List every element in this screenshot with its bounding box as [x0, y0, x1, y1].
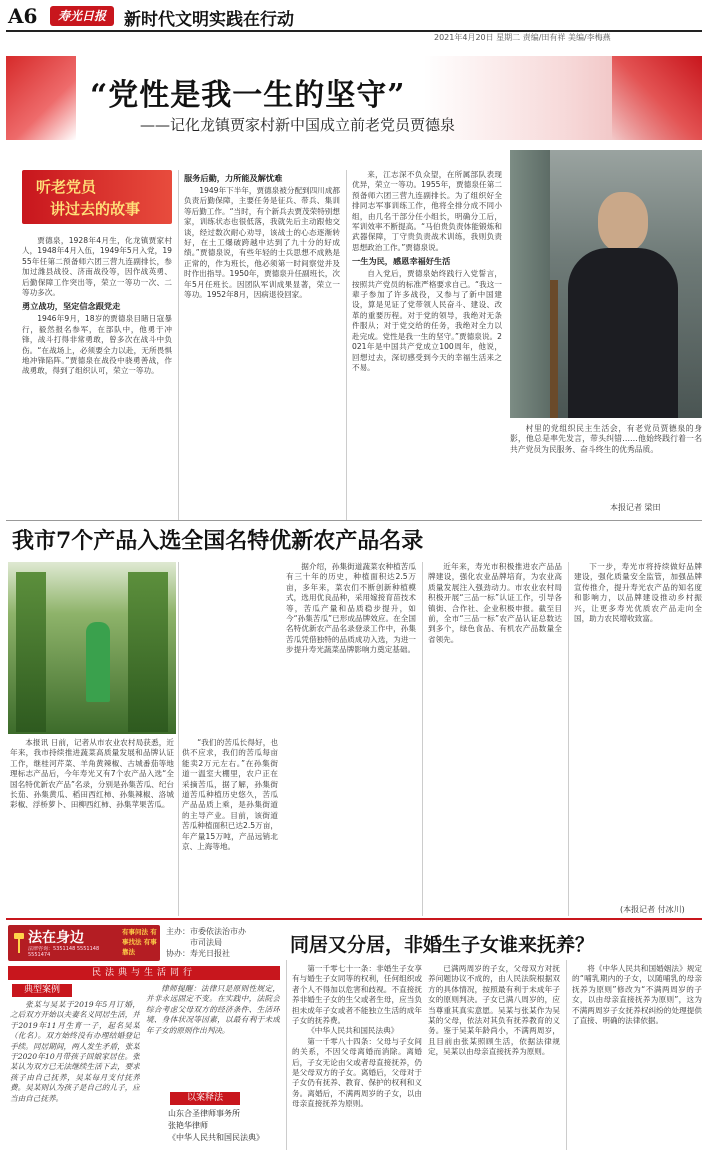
greenhouse-photo: [8, 562, 176, 734]
story2-author: (本报记者 付冰川): [620, 905, 685, 914]
story1-author: 本报记者 梁田: [610, 503, 661, 512]
story2-title: 我市7个产品入选全国名特优新农产品名录: [12, 528, 424, 554]
story1-col2-heading: 服务后勤，力所能及解忧难: [184, 173, 283, 183]
law-col1-ref: 《中华人民共和国民法典》: [307, 1026, 399, 1036]
story1-column-3: [352, 170, 502, 520]
header-divider: [6, 30, 702, 32]
law-title: 同居又分居，非婚生子女谁来抚养？: [290, 934, 595, 956]
story1-subtitle: ——记化龙镇贾家村新中国成立前老党员贾德泉: [140, 116, 456, 134]
caption-text: 村里的党组织民主生活会，有老党员贾德泉的身影，他总是率先发言，带头纠错……他始终践行着一名共产党员为民服务、奋斗终生的优秀品质。: [510, 424, 702, 454]
story1-title: “党性是我一生的坚守”: [90, 78, 406, 113]
case-tag: 典型案例: [12, 984, 72, 997]
law-col2-text: 已满两周岁的子女，父母双方对抚养问题协议不成的，由人民法院根据双方的具体情况，按照最有利于未成年子女的原则判决。子女已满八周岁的，应当尊重其真实意愿。吴某与张某作为吴某的父母，依法对其负有抚养教育的义务。鉴于吴某年龄尚小，不满两周岁，且目前由张某照顾生活，依据法律规定，吴某以由母亲直接抚养为原则。: [428, 964, 560, 1057]
law-column-3: [572, 964, 702, 1150]
photo-farmer: [86, 622, 110, 702]
section-title: 新时代文明实践在行动: [124, 10, 294, 30]
divider: [566, 960, 567, 1150]
case-text: 张某与吴某于2019年5月订婚，之后双方开始以夫妻名义同居生活，并于2019年11月生育一子，起名吴某（化名）。双方始终没有办理结婚登记手续。同居期间，两人发生矛盾，张某于2020年10月带孩子回娘家居住。张某认为双方已无法继续生活下去，要求孩子由自己抚养，吴某每月支付抚养费。吴某则认为孩子是自己的儿子，应当由自己抚养。: [10, 1000, 140, 1103]
law-banner: 民法典与生活同行: [8, 966, 280, 980]
law-analysis: [146, 984, 280, 1080]
photo-vine-left: [16, 572, 46, 732]
photo-head: [598, 192, 648, 252]
analysis-tag: 以案释法: [170, 1092, 240, 1105]
page-number: A6: [8, 4, 38, 28]
story1-col3-heading: 一生为民，感恩幸福好生活: [352, 256, 451, 267]
story1-column-2: [184, 170, 340, 520]
analysis-text: 律师提醒：法律只是原则性规定，并非永远固定不变。在实践中，法院会综合考虑父母双方的经济条件、生活环境、身体状况等因素，以最有利于未成年子女的原则作出判决。: [146, 984, 280, 1035]
divider: [422, 562, 423, 916]
photo-body: [568, 248, 678, 418]
story2-column-4: [428, 562, 562, 916]
law-hotline: 法律咨询：5351148 5551148 5551474: [28, 946, 100, 958]
divider: [178, 170, 179, 520]
divider: [568, 562, 569, 916]
photo-caption: [510, 424, 702, 500]
photo-vine-right: [128, 572, 168, 732]
story2-column-2: [182, 738, 278, 916]
story1-col1-text: 贾德泉，1928年4月生，化龙镇贾家村人，1948年4月入伍，1949年5月入党，1955年任第二预备师六团三营九连副排长，参加过潍县战役、济南战役等，因作战英勇、后勤保障工作突出等，荣立一等功一次、二等功多次。: [22, 236, 172, 298]
divider: [346, 170, 347, 520]
story1-col1-body: 1946年9月，18岁的贾德泉目睹日寇暴行，毅然报名参军，在部队中，他勇于冲锋，战斗打得非常勇敢，曾多次在战斗中负伤。“在战场上，必须要全力以赴，无所畏惧地冲锋陷阵。”贾德泉在战役中骁勇善战，作战勇敢，得到了组织认可，荣立一等功。: [22, 314, 172, 376]
law-case-text: [10, 1000, 140, 1148]
law-col1-body: 第一千零八十四条：父母与子女间的关系，不因父母离婚而消除。离婚后，子女无论由父或者母直接抚养，仍是父母双方的子女。离婚后，父母对于子女仍有抚养、教育、保护的权利和义务。离婚后，不满两周岁的子女，以由母亲直接抚养为原则。: [292, 1036, 422, 1109]
story2-col5-text: 下一步，寿光市将持续做好品牌建设，强化质量安全监管，加强品牌宣传推介，提升寿光农产品的知名度和影响力，以品牌建设推动乡村振兴，让更多寿光优质农产品走向全国，助力农民增收致富。: [574, 562, 702, 624]
photo-cane: [550, 280, 558, 418]
story2-col1-text: 本报讯 日前，记者从市农业农村局获悉，近年来，我市持续推进蔬菜高质量发展和品牌认证工作，继桂河芹菜、羊角黄辣椒、古城番茄等地理标志产品后，今年寿光又有7个农产品入选“全国名特优新农产品”名录，分别是孙集苦瓜、纪台长茄、孙集黄瓜、稻田西红柿、孙集辣椒、洛城彩椒、浮桥萝卜、田柳西红柿、孙集苹果苦瓜。: [10, 738, 174, 810]
page-header: [0, 0, 708, 42]
story2-column-1: [10, 738, 174, 916]
story1-col2-body: 1949年下半年，贾德泉被分配到四川成都负责后勤保障，主要任务是征兵、带兵、集训等后勤工作。“当时，有个新兵去贾茂荣特别想家，训练状态也很低落，我就先后主动跟他交谈，经过数次耐心劝导，该战士的心态逐渐转好，在土工爆破跨越中达到了九十分的好成绩。”贾德泉说，有些年轻的士兵思想不成熟是正常的，作为班长，他必须第一时间察觉并及时作出指导。1950年，贾德泉升任副班长，次年5月任班长。因团队军训成果显著，荣立一等功。1952年8月，因病退役回家。: [184, 186, 340, 300]
host-line-2: 市司法局: [190, 938, 222, 947]
badge-line-2: 讲过去的故事: [50, 200, 141, 218]
story1-col1-heading: 勇立战功，坚定信念跟党走: [22, 301, 121, 312]
law-host: [166, 926, 246, 959]
divider: [178, 562, 179, 916]
law-column-1: [292, 964, 422, 1150]
story1-col3-body: 自入党后，贾德泉始终践行入党誓言，按照共产党员的标准严格要求自己。“我这一辈子参加了许多战役，又参与了新中国建设，算是见证了党带领人民奋斗、建设、改革的重要历程。对于党的领导，我绝对无条件服从；对于党交给的任务，我绝对全力以赴完成。党性是我一生的坚守。”贾德泉说。2021年是中国共产党成立100周年，他说，回想过去，深切感受到今天的幸福生活来之不易。: [352, 269, 502, 372]
law-badge-title: 法在身边: [28, 930, 84, 946]
host-line-1: 主办：市委依法治市办: [166, 927, 246, 936]
lawyer-firm: 山东合圣律师事务所: [168, 1109, 240, 1118]
lawyer-name: 张艳华律师: [168, 1121, 208, 1130]
gavel-icon: [12, 931, 26, 955]
law-column-2: [428, 964, 560, 1150]
story2-col2-text: “我们的苦瓜长得好，也供不应求，我们的苦瓜每亩能卖2万元左右。”在孙集街道一温室大棚里，农户正在采摘苦瓜，据了解，孙集街道苦瓜种植历史悠久，苦瓜产品品质上乘，是孙集街道的主导产业。目前，该街道苦瓜种植面积已达2.5万亩，年产量15万吨，产品远销北京、上海等地。: [182, 738, 278, 852]
story1-col3-text: 来，江志深不负众望，在所属部队表现优异，荣立一等功。1955年，贾德泉任第二预备师六团三营九连副排长。为了组织好全排同志军事训练工作，他将全排分成不同小组，由几名干部分任小组长，明确分工后，军训效率不断提高。“马伯贵负责体能锻炼和武器保障，丁守贵负责战术训练，我则负责思想政治工作。”贾德泉说。: [352, 170, 502, 252]
story2-col4-text: 近年来，寿光市积极推进农产品品牌建设，强化农业品牌培育，为农业高质量发展注入强劲动力。市农业农村局积极开展“三品一标”认证工作，引导各镇街、合作社、企业积极申报。截至目前，全市“三品一标”农产品认证总数达到多个，绿色食品、有机农产品数量全省领先。: [428, 562, 562, 644]
date-line: 2021年4月20日 星期二 责编/田有祥 美编/李梅燕: [434, 33, 611, 42]
badge-line-1: 听老党员: [36, 178, 97, 196]
law-col3-text: 将《中华人民共和国婚姻法》规定的“哺乳期内的子女，以随哺乳的母亲抚养为原则”修改为“不满两周岁的子女，以由母亲直接抚养为原则”，这为不满两周岁子女抚养权纠纷的处理提供了直接、明确的法律依据。: [572, 964, 702, 1026]
section-divider: [6, 520, 702, 521]
law-reference: 《中华人民共和国民法典》: [168, 1133, 264, 1142]
story1-badge: [22, 170, 172, 224]
law-badge: [8, 925, 160, 961]
divider: [286, 960, 287, 1150]
flag-red-decor: [6, 56, 76, 140]
story2-column-5: [574, 562, 702, 902]
veteran-photo: [510, 150, 702, 418]
story2-column-3: [286, 562, 416, 916]
newspaper-logo: 寿光日报: [50, 6, 114, 26]
story2-col3-text: 据介绍，孙集街道蔬菜农种植苦瓜有三十年的历史，种植面积达2.5万亩，多年来，菜农们不断创新种植模式，选用优良品种，采用嫁接育苗技术等，苦瓜产量和品质稳步提升，如今“孙集苦瓜”已形成品牌效应。在全国名特优新农产品名录登录工作中，孙集苦瓜凭借独特的品质成功入选，为进一步提升寿光蔬菜品牌影响力奠定基础。: [286, 562, 416, 655]
host-line-3: 协办：寿光日报社: [166, 949, 230, 958]
law-slogan: 有事问法 有事找法 有事靠法: [122, 928, 157, 956]
photo-curtain: [510, 150, 550, 418]
story1-column-1: [22, 236, 172, 520]
flag-red-decor-right: [612, 56, 702, 140]
section-divider: [6, 918, 702, 920]
law-col1-text: 第一千零七十一条：非婚生子女享有与婚生子女同等的权利，任何组织或者个人不得加以危害和歧视。不直接抚养非婚生子女的生父或者生母，应当负担未成年子女或者不能独立生活的成年子女的抚养费。: [292, 964, 422, 1026]
